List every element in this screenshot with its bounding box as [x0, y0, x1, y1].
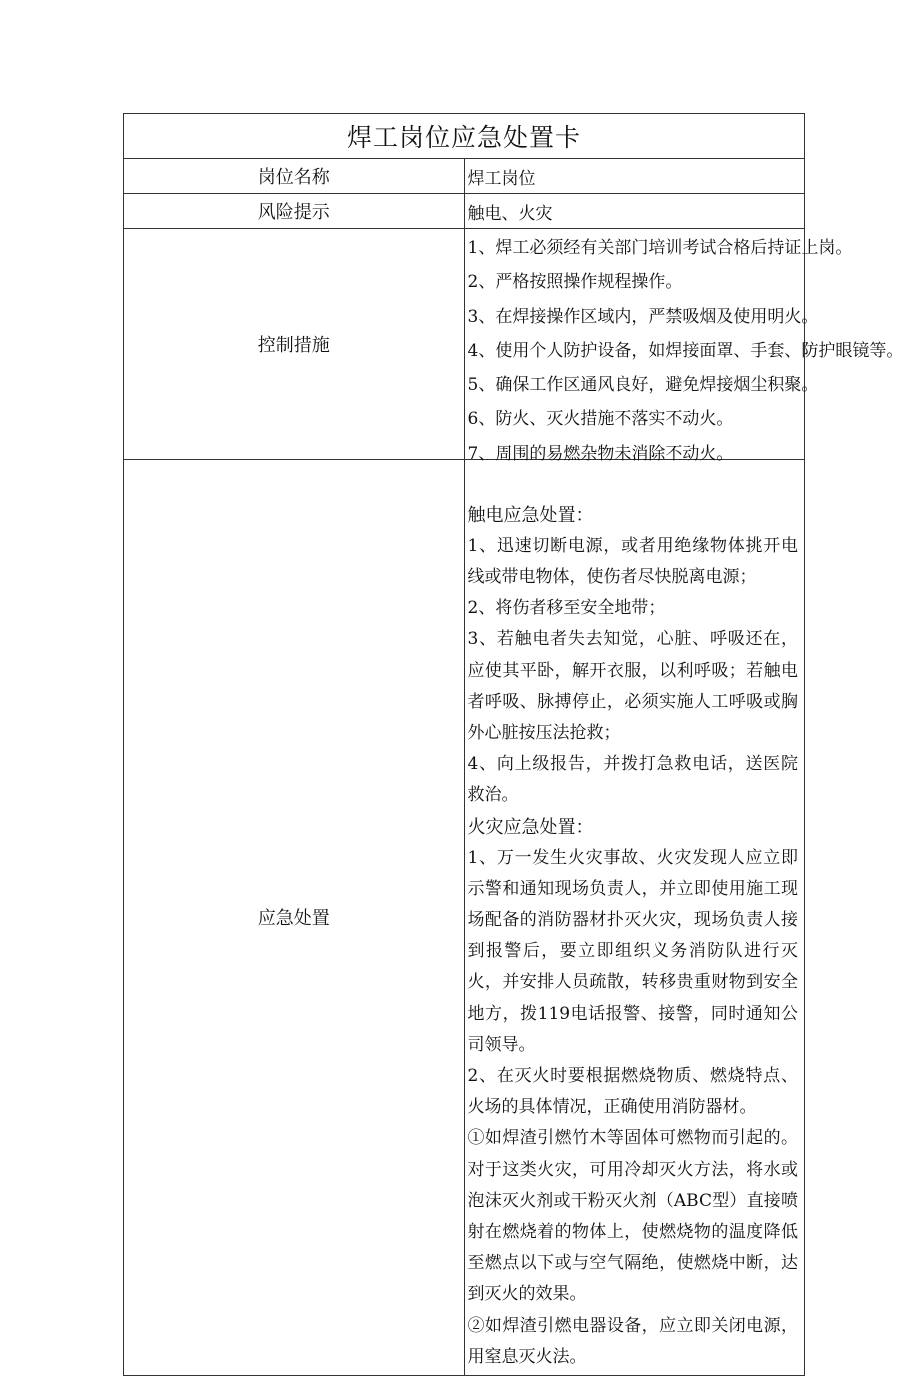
risk-label: 风险提示: [124, 194, 465, 229]
post-value: 焊工岗位: [464, 159, 805, 194]
emergency-label: 应急处置: [124, 459, 465, 1375]
emergency-row: [124, 459, 805, 1375]
electric-step: 1、迅速切断电源，或者用绝缘物体挑开电线或带电物体，使伤者尽快脱离电源；: [467, 535, 798, 587]
control-label: 控制措施: [124, 229, 465, 460]
fire-step: ②如焊渣引燃电器设备，应立即关闭电源，用窒息灭火法。: [467, 1315, 798, 1367]
control-item: 3、在焊接操作区域内，严禁吸烟及使用明火。: [467, 306, 819, 327]
electric-step: 4、向上级报告，并拨打急救电话，送医院救治。: [467, 754, 798, 806]
post-row: [124, 159, 805, 194]
control-item: 2、严格按照操作规程操作。: [467, 272, 683, 293]
electric-heading: 触电应急处置：: [467, 504, 594, 526]
risk-value: 触电、火灾: [464, 194, 805, 229]
control-item: 4、使用个人防护设备，如焊接面罩、手套、防护眼镜等。: [467, 340, 904, 361]
electric-step: 3、若触电者失去知觉，心脏、呼吸还在，应使其平卧，解开衣服，以利呼吸；若触电者呼吸、脉搏停止，必须实施人工呼吸或胸外心脏按压法抢救；: [467, 629, 798, 743]
control-item: 7、周围的易燃杂物未消除不动火。: [467, 443, 734, 464]
emergency-content: [464, 459, 805, 1375]
risk-row: [124, 194, 805, 229]
control-item: 5、确保工作区通风良好，避免焊接烟尘积聚。: [467, 375, 819, 396]
fire-step: 1、万一发生火灾事故、火灾发现人应立即示警和通知现场负责人，并立即使用施工现场配备的消防器材扑灭火灾，现场负责人接到报警后，要立即组织义务消防队进行灭火，并安排人员疏散，转移贵重财物到安全地方，拨119电话报警、接警，同时通知公司领导。: [467, 847, 798, 1055]
control-list: [464, 229, 904, 464]
post-label: 岗位名称: [124, 159, 465, 194]
fire-step: ①如焊渣引燃竹木等固体可燃物而引起的。对于这类火灾，可用冷却灭火方法，将水或泡沫灭火剂或干粉灭火剂（ABC型）直接喷射在燃烧着的物体上，使燃烧物的温度降低至燃点以下或与空气隔绝，使燃烧中断，达到灭火的效果。: [467, 1128, 798, 1305]
fire-heading: 火灾应急处置：: [467, 816, 594, 838]
electric-step: 2、将伤者移至安全地带；: [467, 598, 666, 619]
card-title: 焊工岗位应急处置卡: [124, 114, 805, 159]
fire-step: 2、在灭火时要根据燃烧物质、燃烧特点、火场的具体情况，正确使用消防器材。: [467, 1066, 798, 1118]
control-row: [124, 229, 805, 460]
control-item: 6、防火、灭火措施不落实不动火。: [467, 409, 734, 430]
emergency-card-table: [123, 113, 904, 1376]
control-item: 1、焊工必须经有关部门培训考试合格后持证上岗。: [467, 238, 853, 258]
